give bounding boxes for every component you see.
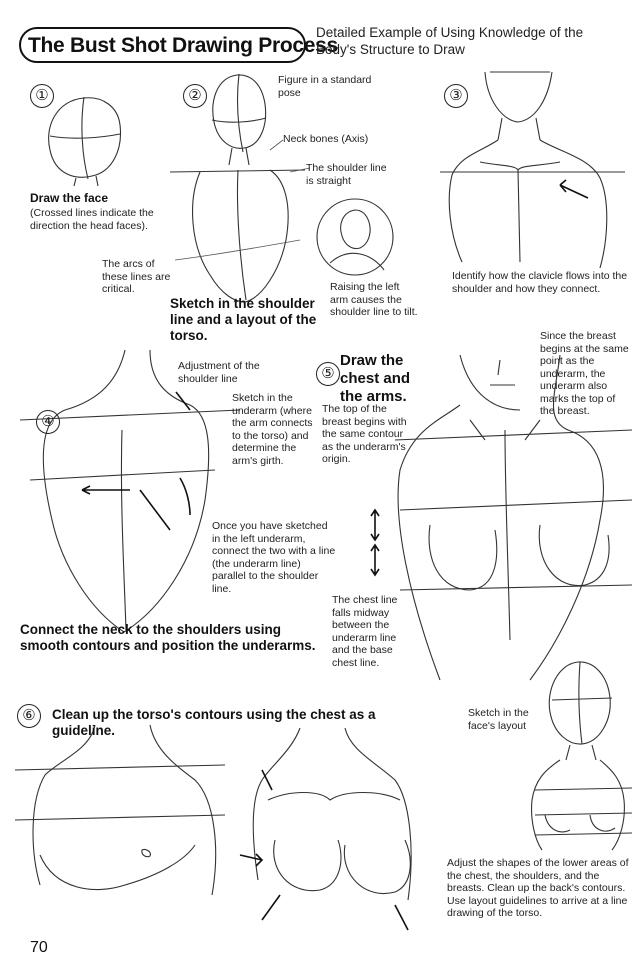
underarm-label: Sketch in the underarm (where the arm connects to the torso) and determine the arm's girth. [232,392,313,467]
figure-pose-label: Figure in a standard pose [278,74,372,99]
final-adjust-label: Adjust the shapes of the lower areas of the chest, the shoulders, and the breasts. Clean up the back's contours. Use layout guidelines to arrive at a line drawing of the torso. [447,857,629,919]
underarm-marks-label: Since the breast begins at the same point as the underarm, the underarm also marks the top of the breast. [540,330,629,417]
step4-torso-sketch [20,350,240,632]
page-number: 70 [30,939,48,956]
step-4-heading: Connect the neck to the shoulders using smooth contours and position the underarms. [20,622,316,653]
shoulder-straight-label: The shoulder line is straight [306,162,387,187]
page-subtitle: Detailed Example of Using Knowledge of the Body's Structure to Draw [316,25,584,57]
step-5-number: ⑤ [316,362,340,386]
connect-underarm-label: Once you have sketched in the left underarm, connect the two with a line (the underarm line) parallel to the shoulder line. [212,520,336,595]
arcs-label: The arcs of these lines are critical. [102,258,171,295]
step6-final-figure-sketch [532,662,632,850]
shoulder-adjust-label: Adjustment of the shoulder line [178,360,260,385]
neck-bones-label: Neck bones (Axis) [283,133,369,145]
raised-arm-inset [317,199,393,275]
step-6-number: ⑥ [17,704,41,728]
step-1-number: ① [30,84,54,108]
clavicle-note: Identify how the clavicle flows into the shoulder and how they connect. [452,270,628,295]
step-1-heading: Draw the face [30,191,109,205]
breast-top-label: The top of the breast begins with the same contour as the underarm's origin. [322,403,407,465]
step2-figure-sketch [170,74,310,302]
chest-midway-label: The chest line falls midway between the underarm line and the base chest line. [332,594,398,669]
step-2-number: ② [183,84,207,108]
step-1-note: (Crossed lines indicate the direction the head faces). [30,207,154,232]
step-5-heading: Draw the chest and the arms. [340,352,411,405]
step6-left-torso-sketch [15,725,225,895]
step3-shoulder-sketch [440,72,625,268]
step6-middle-torso-sketch [240,728,411,930]
step-2-heading: Sketch in the shoulder line and a layout of the torso. [170,296,317,343]
raising-arm-label: Raising the left arm causes the shoulder line to tilt. [330,281,418,318]
step-6-heading: Clean up the torso's contours using the chest as a guideline. [52,707,376,738]
step-3-number: ③ [444,84,468,108]
step1-head-sketch [49,97,121,186]
step-4-number: ④ [36,410,60,434]
page-title: The Bust Shot Drawing Process [28,34,338,57]
face-layout-label: Sketch in the face's layout [468,707,529,732]
